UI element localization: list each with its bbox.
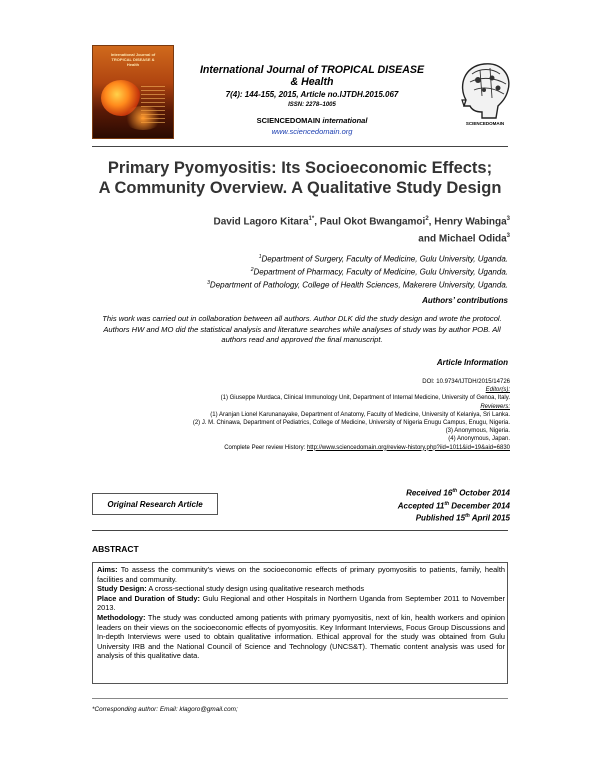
author-name: Michael Odida	[438, 233, 507, 245]
accepted-date-ordinal: th	[444, 500, 450, 507]
affiliation-marker: 3	[207, 280, 210, 287]
abstract-section	[97, 584, 505, 594]
publisher-prefix: SCIENCEDOMAIN	[256, 116, 321, 125]
author-connector: and	[418, 233, 437, 245]
journal-title-line-2: & Health	[290, 76, 334, 88]
reviewers-label: Reviewers:	[480, 403, 510, 410]
author-name: Henry Wabinga	[434, 216, 507, 228]
abstract-body: To assess the community’s views on the socioeconomic effects of primary pyomyositis to patients, family, health facilities and community.	[97, 565, 505, 584]
cover-line-1: International Journal of	[110, 52, 156, 57]
journal-volume: 7(4): 144-155, 2015, Article no.IJTDH.2015.067	[225, 90, 399, 99]
abstract-label: Study Design:	[97, 584, 147, 594]
received-date-suffix-ordinal: th	[452, 488, 458, 494]
cover-line-3: Health	[126, 62, 140, 67]
paper-title	[92, 158, 508, 198]
abstract-body: The study was conducted among patients with primary pyomyositis, next of kin, health workers and opinion leaders on their views on the socioeconomic effects of pyomyositis. Key Informant Interviews, Focus Group Discussions and In-depth Interviews were used to obtain qualitative information. Ethical approval for the study was obtained from Gulu University IRB and the National Council of Science and Technology (UNCS&T). Thematic content analysis was used for analysis of this qualitative data.	[97, 612, 505, 661]
author-name: Paul Okot Bwangamoi	[319, 216, 426, 228]
review-history	[92, 444, 510, 452]
abstract-section	[97, 594, 505, 613]
publisher-suffix: international	[322, 116, 368, 125]
author-affil-marker: 3	[506, 233, 510, 240]
publisher-name	[182, 116, 442, 125]
published-date-rest: April 2015	[471, 513, 510, 523]
editor-label: Editor(s):	[485, 387, 510, 394]
paper-title-line-2: A Community Overview. A Qualitative Study Design	[98, 179, 502, 197]
cover-title	[97, 52, 169, 67]
affiliation-item	[92, 252, 508, 265]
editor: (1) Giuseppe Murdaca, Clinical Immunology Unit, Department of Internal Medicine, University of Genoa, Italy.	[220, 395, 510, 402]
publisher-logo-icon	[452, 56, 518, 128]
corresponding-author-footnote: *Corresponding author: Email: klagoro@gmail.com;	[92, 706, 238, 713]
abstract-section	[97, 613, 505, 661]
abstract-label: Methodology:	[97, 612, 146, 622]
abstract-section	[97, 565, 505, 584]
review-history-label: Complete Peer review History:	[224, 444, 306, 451]
affiliation-marker: 1	[258, 254, 262, 260]
affiliation-text: Department of Pharmacy, Faculty of Medicine, Gulu University, Uganda.	[253, 267, 508, 277]
publisher-url-link[interactable]: www.sciencedomain.org	[271, 127, 353, 136]
published-date	[300, 511, 510, 524]
abstract-label: Place and Duration of Study:	[97, 593, 201, 603]
affiliation-marker: 2	[250, 267, 254, 274]
received-date-prefix: Received 16	[406, 488, 453, 498]
affiliation-item	[92, 278, 508, 291]
cover-glow	[123, 106, 163, 130]
affiliation-text: Department of Surgery, Faculty of Medicine, Gulu University, Uganda.	[261, 254, 508, 264]
published-date-prefix: Published 15	[415, 513, 466, 523]
abstract-divider	[92, 530, 508, 531]
article-info	[92, 378, 510, 452]
published-date-ordinal: th	[465, 513, 470, 520]
journal-issn: ISSN: 2278–1005	[288, 102, 336, 108]
affiliation-text: Department of Pathology, College of Health Sciences, Makerere University, Uganda.	[209, 280, 508, 290]
author-list: David Lagoro Kitara$^{1*}$, Paul Okot Bwangamoi$^2$, Henry Wabinga$^3$ and Michael Odida$^3$	[213, 216, 510, 245]
reviewer-item: (1) Aranjan Lionel Karunanayake, Department of Anatomy, Faculty of Medicine, University of Kelaniya, Sri Lanka.	[210, 411, 510, 418]
author-affil-marker: 2	[425, 216, 429, 222]
reviewer-item: (3) Anonymous, Nigeria.	[445, 428, 510, 435]
abstract-text	[97, 565, 505, 661]
author-affil-marker: 1*	[308, 216, 315, 222]
contributions-text: This work was carried out in collaboration between all authors. Author DLK did the study design and wrote the protocol. Authors HW and MO did the statistical analysis and literature searches while analyses of study was by author POB. All authors read and approved the final manuscript.	[102, 314, 502, 344]
journal-cover-image	[92, 45, 174, 139]
affiliation-item	[92, 265, 508, 278]
abstract-heading: ABSTRACT	[92, 544, 139, 554]
paper-title-line-1: Primary Pyomyositis: Its Socioeconomic Effects;	[107, 159, 493, 177]
accepted-date	[300, 499, 510, 512]
footnote-divider	[92, 698, 508, 699]
article-dates	[300, 486, 510, 524]
reviewer-item: (2) J. M. Chinawa, Department of Pediatrics, College of Medicine, University of Nigeria Enugu Campus, Enugu, Nigeria.	[192, 420, 510, 427]
header-divider	[92, 146, 508, 147]
reviewer-item: (4) Anonymous, Japan.	[448, 436, 510, 443]
journal-title-line-1: International Journal of TROPICAL DISEASE	[199, 64, 425, 76]
author-name: David Lagoro Kitara	[213, 216, 309, 228]
cover-line-2: TROPICAL DISEASE &	[111, 57, 155, 62]
journal-title	[182, 64, 442, 88]
contributions-heading: Authors’ contributions	[422, 296, 508, 305]
affiliations	[92, 252, 508, 291]
accepted-date-rest: December 2014	[451, 501, 510, 511]
received-date	[300, 486, 510, 499]
abstract-label: Aims:	[97, 565, 118, 574]
article-type-badge: Original Research Article	[92, 493, 218, 515]
abstract-body: A cross-sectional study design using qualitative research methods	[148, 584, 365, 594]
accepted-date-prefix: Accepted 11	[397, 501, 445, 511]
author-affil-marker: 3	[506, 216, 510, 222]
doi: DOI: 10.9734/IJTDH/2015/14726	[422, 379, 510, 385]
review-history-link[interactable]: http://www.sciencedomain.org/review-history.php?iid=1011&id=19&aid=6830	[306, 444, 510, 451]
article-info-heading: Article Information	[436, 358, 508, 367]
abstract-body: Gulu Regional and other Hospitals in Northern Uganda from September 2011 to November 2013.	[97, 593, 506, 613]
received-date-rest: October 2014	[459, 488, 510, 498]
logo-caption: SCIENCEDOMAIN	[465, 121, 505, 126]
